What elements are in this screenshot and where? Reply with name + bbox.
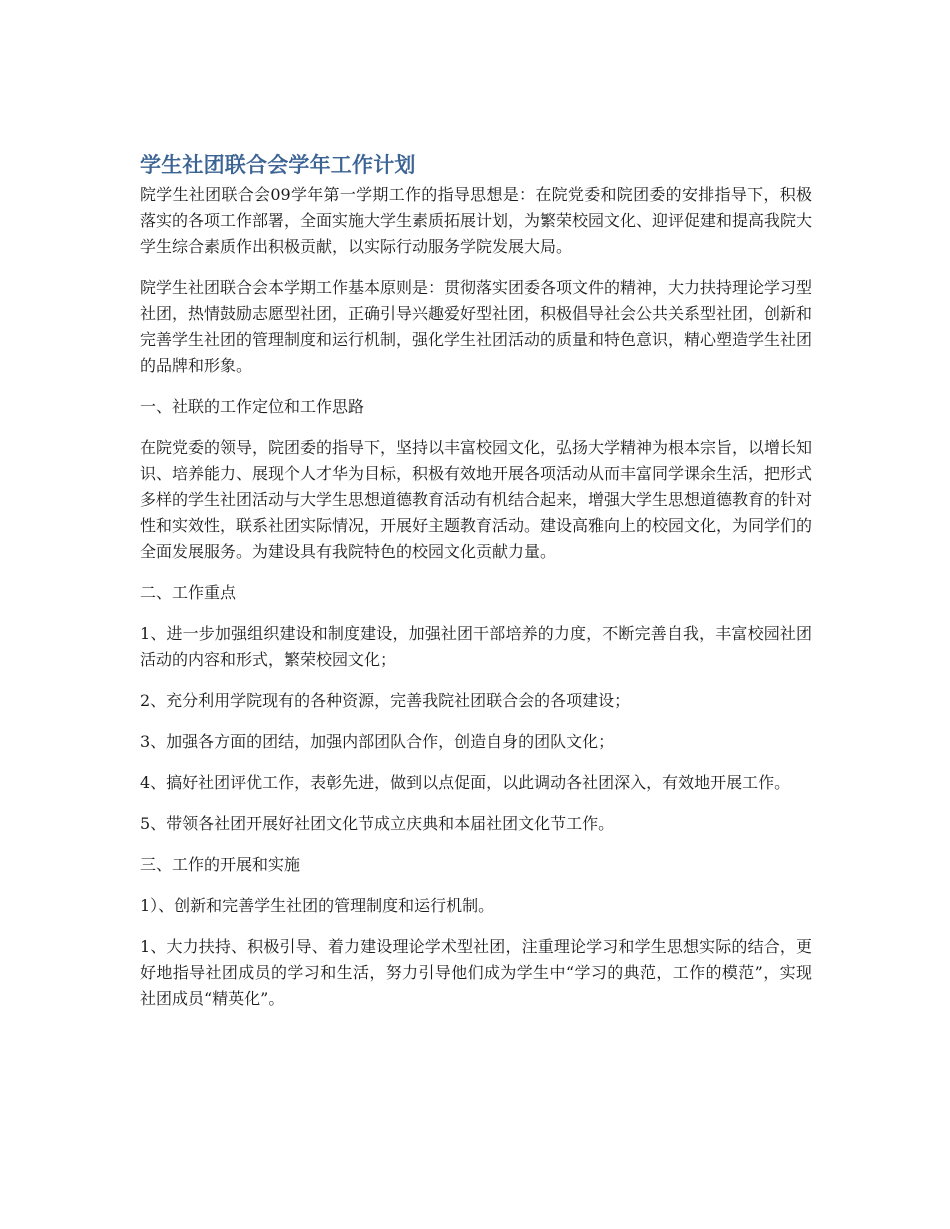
document-page [140,150,812,1027]
list-item-key-point-1: 1、进一步加强组织建设和制度建设，加强社团干部培养的力度，不断完善自我，丰富校园社团活动的内容和形式，繁荣校园文化； [140,624,812,669]
list-item-key-point-4: 4、搞好社团评优工作，表彰先进，做到以点促面，以此调动各社团深入，有效地开展工作。 [140,773,791,792]
list-item-implementation-1: 1、大力扶持、积极引导、着力建设理论学术型社团，注重理论学习和学生思想实际的结合，更好地指导社团成员的学习和生活，努力引导他们成为学生中“学习的典范，工作的模范”，实现社团成员“精英化”。 [140,937,812,1008]
list-item-key-point-3: 3、加强各方面的团结，加强内部团队合作，创造自身的团队文化； [140,732,615,751]
list-item-key-point-5: 5、带领各社团开展好社团文化节成立庆典和本届社团文化节工作。 [140,814,615,833]
section-heading-key-points: 二、工作重点 [140,583,237,602]
section-heading-positioning: 一、社联的工作定位和工作思路 [140,397,365,416]
section-heading-implementation: 三、工作的开展和实施 [140,855,301,874]
paragraph-positioning: 在院党委的领导，院团委的指导下，坚持以丰富校园文化，弘扬大学精神为根本宗旨，以增长知识、培养能力、展现个人才华为目标，积极有效地开展各项活动从而丰富同学课余生活，把形式多样的学生社团活动与大学生思想道德教育活动有机结合起来，增强大学生思想道德教育的针对性和实效性，联系社团实际情况，开展好主题教育活动。建设高雅向上的校园文化，为同学们的全面发展服务。为建设具有我院特色的校园文化贡献力量。 [140,438,813,561]
list-item-key-point-2: 2、充分利用学院现有的各种资源，完善我院社团联合会的各项建设； [140,691,631,710]
document-title: 学生社团联合会学年工作计划 [140,153,416,177]
subsection-heading-management: 1）、创新和完善学生社团的管理制度和运行机制。 [140,896,495,915]
paragraph-basic-principles: 院学生社团联合会本学期工作基本原则是：贯彻落实团委各项文件的精神，大力扶持理论学习型社团，热情鼓励志愿型社团，正确引导兴趣爱好型社团，积极倡导社会公共关系型社团，创新和完善学生社团的管理制度和运行机制，强化学生社团活动的质量和特色意识，精心塑造学生社团的品牌和形象。 [140,278,813,375]
paragraph-guiding-thought: 院学生社团联合会09学年第一学期工作的指导思想是：在院党委和院团委的安排指导下，积极落实的各项工作部署，全面实施大学生素质拓展计划，为繁荣校园文化、迎评促建和提高我院大学生综合素质作出积极贡献，以实际行动服务学院发展大局。 [140,185,813,256]
